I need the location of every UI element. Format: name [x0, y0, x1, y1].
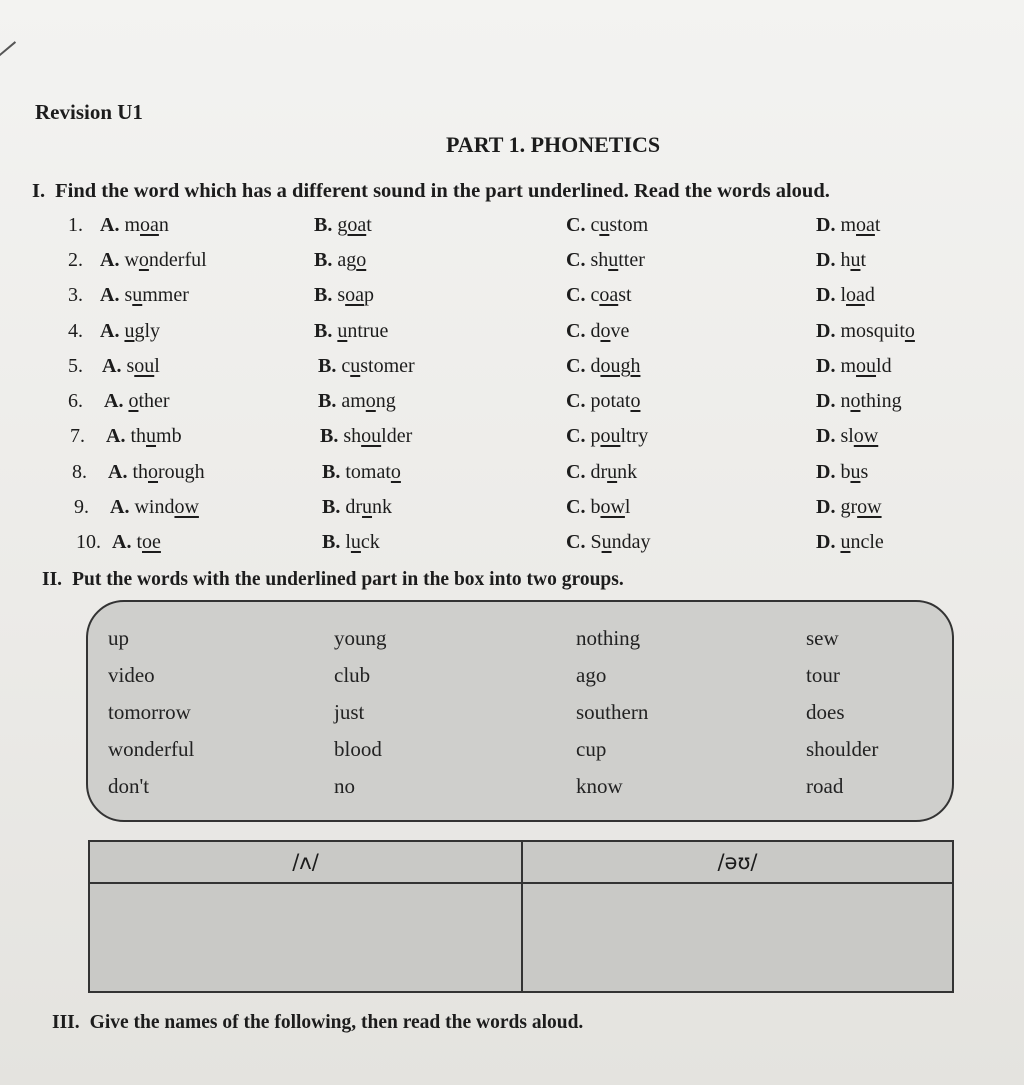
box-word: young [334, 626, 387, 650]
answer-option[interactable] [816, 214, 880, 237]
option-letter: C. [566, 390, 586, 412]
underlined-part: u [337, 320, 348, 342]
word-part: rough [158, 461, 205, 483]
answer-option[interactable] [102, 355, 160, 378]
answer-option[interactable] [566, 531, 650, 554]
word-part: gr [840, 496, 858, 518]
option-letter: C. [566, 425, 586, 447]
question-row [0, 355, 1000, 385]
section-2-instruction [42, 569, 624, 591]
word-part: t [860, 249, 867, 271]
option-letter: A. [102, 355, 122, 377]
underlined-part: u [850, 461, 861, 483]
question-number: 10. [76, 531, 101, 553]
box-word: video [108, 663, 155, 687]
answer-option[interactable] [322, 496, 392, 519]
underlined-part: u [850, 249, 861, 271]
answer-option[interactable] [322, 531, 380, 554]
answer-option[interactable] [318, 390, 396, 413]
section-1-instruction [32, 180, 830, 203]
instruction-text: Give the names of the following, then read the words aloud. [89, 1012, 584, 1033]
word-part: m [124, 214, 141, 236]
box-word: no [334, 774, 355, 798]
answer-option[interactable] [314, 249, 366, 272]
box-word: nothing [576, 626, 641, 650]
box-word: don't [108, 774, 150, 798]
word-part: ltry [620, 425, 649, 447]
underlined-part: u [599, 214, 610, 236]
option-letter: D. [816, 461, 836, 483]
question-number: 9. [74, 496, 89, 518]
box-word: wonderful [108, 737, 195, 761]
box-word: does [806, 700, 845, 724]
option-letter: C. [566, 531, 586, 553]
column-header-oh: /əʊ/ [523, 842, 952, 884]
word-part: ld [876, 355, 892, 377]
instruction-text: Find the word which has a different sound in the part underlined. Read the words aloud. [55, 180, 830, 202]
option-letter: C. [566, 461, 586, 483]
answer-option[interactable] [816, 531, 884, 554]
option-letter: B. [320, 425, 339, 447]
answer-option[interactable] [322, 461, 401, 484]
underlined-part: oa [140, 214, 159, 236]
underlined-part: goa [337, 214, 367, 236]
box-word: road [806, 774, 844, 798]
box-word: up [108, 626, 129, 650]
word-part: c [590, 214, 600, 236]
answer-option[interactable] [816, 461, 868, 484]
option-letter: A. [100, 284, 120, 306]
word-part: b [590, 496, 601, 518]
word-part: mmer [142, 284, 189, 306]
underlined-part: u [608, 249, 619, 271]
option-letter: B. [314, 284, 333, 306]
option-letter: B. [314, 249, 333, 271]
option-letter: D. [816, 496, 836, 518]
underlined-part: ow [174, 496, 199, 518]
option-letter: C. [566, 284, 586, 306]
underlined-part: oa [856, 214, 875, 236]
answer-option[interactable] [112, 531, 161, 554]
option-letter: C. [566, 355, 586, 377]
word-part: dr [345, 496, 363, 518]
option-letter: B. [322, 531, 341, 553]
answer-option[interactable] [816, 496, 882, 519]
box-word: shoulder [806, 737, 879, 761]
word-part: n [840, 390, 851, 412]
question-number: 6. [68, 390, 83, 412]
word-part: dr [590, 461, 608, 483]
answer-option[interactable] [816, 355, 892, 378]
question-row [0, 320, 1000, 350]
word-part: thing [860, 390, 902, 412]
box-word: southern [576, 700, 649, 724]
word-part: mb [156, 425, 182, 447]
word-part: m [840, 355, 857, 377]
underlined-part: u [146, 425, 157, 447]
option-letter: C. [566, 214, 586, 236]
word-part: wind [134, 496, 175, 518]
question-row [0, 214, 1000, 244]
word-part: p [364, 284, 375, 306]
underlined-part: o [138, 249, 149, 271]
option-letter: B. [314, 320, 333, 342]
underlined-part: o [600, 320, 611, 342]
option-letter: D. [816, 425, 836, 447]
question-number: 2. [68, 249, 83, 271]
option-letter: D. [816, 320, 836, 342]
option-letter: D. [816, 390, 836, 412]
word-part: ng [375, 390, 396, 412]
underlined-part: oa [345, 284, 365, 306]
underlined-part: o [356, 249, 367, 271]
answer-option[interactable] [100, 320, 160, 343]
section-number: II. [42, 569, 63, 590]
column-header-uh: /ʌ/ [90, 842, 521, 884]
box-word: sew [806, 626, 839, 650]
answer-option[interactable] [566, 249, 645, 272]
word-part: s [337, 284, 346, 306]
question-number: 5. [68, 355, 83, 377]
question-number: 7. [70, 425, 85, 447]
underlined-part: ow [857, 496, 882, 518]
answer-option[interactable] [108, 461, 205, 484]
box-word: just [334, 700, 365, 724]
box-word: know [576, 774, 623, 798]
underlined-part: o [365, 390, 376, 412]
answer-option[interactable] [816, 425, 878, 448]
word-part: stom [609, 214, 649, 236]
word-part: am [341, 390, 366, 412]
question-row [0, 531, 1000, 561]
underlined-part: ou [600, 425, 621, 447]
option-letter: A. [110, 496, 130, 518]
word-part: tomat [345, 461, 391, 483]
answer-cell-oh[interactable] [523, 884, 952, 991]
underlined-part: o [390, 461, 401, 483]
word-part: ag [337, 249, 357, 271]
box-word: ago [576, 663, 607, 687]
word-part: ve [610, 320, 630, 342]
question-number: 1. [68, 214, 83, 236]
option-letter: A. [108, 461, 128, 483]
underlined-part: ow [853, 425, 879, 447]
underlined-part: o [630, 390, 641, 412]
word-part: tter [618, 249, 645, 271]
question-row [0, 496, 1000, 526]
underlined-part: ou [361, 425, 382, 447]
word-part: w [124, 249, 139, 271]
word-part: ther [138, 390, 170, 412]
underlined-part: u [601, 531, 612, 553]
option-letter: A. [106, 425, 126, 447]
instruction-text: Put the words with the underlined part in the box into two groups. [72, 569, 624, 590]
question-row [0, 249, 1000, 279]
box-word: tour [806, 663, 840, 687]
question-number: 8. [72, 461, 87, 483]
word-part: p [590, 425, 601, 447]
answer-option[interactable] [566, 284, 632, 307]
section-3-instruction [52, 1012, 583, 1034]
answer-option[interactable] [566, 355, 640, 378]
pen-mark [0, 41, 16, 57]
answer-option[interactable] [110, 496, 199, 519]
underlined-part: o [904, 320, 915, 342]
option-letter: C. [566, 249, 586, 271]
option-letter: A. [100, 320, 120, 342]
word-part: sl [840, 425, 854, 447]
option-letter: D. [816, 284, 836, 306]
option-letter: C. [566, 496, 586, 518]
box-word: cup [576, 737, 607, 761]
word-part: c [341, 355, 351, 377]
word-part: m [840, 214, 857, 236]
word-part: sh [590, 249, 609, 271]
underlined-part: o [850, 390, 861, 412]
answer-option[interactable] [566, 214, 648, 237]
answer-option[interactable] [566, 390, 640, 413]
underlined-part: oa [599, 284, 619, 306]
answer-option[interactable] [100, 249, 207, 272]
word-part: lder [381, 425, 413, 447]
word-part: t [874, 214, 881, 236]
answer-option[interactable] [314, 214, 372, 237]
answer-option[interactable] [816, 284, 875, 307]
word-part: st [618, 284, 632, 306]
answer-option[interactable] [320, 425, 412, 448]
answer-option[interactable] [314, 320, 388, 343]
underlined-part: u [840, 531, 851, 553]
underlined-part: o [148, 461, 159, 483]
underlined-part: u [362, 496, 373, 518]
word-part: th [132, 461, 149, 483]
underlined-part: ough [600, 355, 641, 377]
question-number: 3. [68, 284, 83, 306]
word-part: t [366, 214, 372, 236]
option-letter: B. [318, 390, 337, 412]
answer-option[interactable] [318, 355, 415, 378]
word-part: l [345, 531, 351, 553]
part-title: PART 1. PHONETICS [446, 132, 661, 157]
option-letter: A. [112, 531, 132, 553]
word-part: potat [590, 390, 631, 412]
word-part: stomer [360, 355, 415, 377]
word-part: h [840, 249, 851, 271]
worksheet-title: Revision U1 [35, 100, 143, 124]
option-letter: B. [322, 461, 341, 483]
word-part: l [840, 284, 847, 306]
word-part: ck [360, 531, 380, 553]
answer-option[interactable] [566, 425, 648, 448]
section-number: I. [32, 180, 46, 202]
underlined-part: oa [846, 284, 865, 306]
word-part: nday [611, 531, 651, 553]
word-part: nk [617, 461, 638, 483]
word-part: nderful [148, 249, 207, 271]
box-word: blood [334, 737, 382, 761]
word-part: gly [134, 320, 161, 342]
answer-option[interactable] [816, 249, 866, 272]
answer-cell-uh[interactable] [90, 884, 521, 991]
word-part: s [124, 284, 133, 306]
answer-option[interactable] [816, 390, 902, 413]
underlined-part: u [607, 461, 618, 483]
option-letter: B. [318, 355, 337, 377]
underlined-part: o [128, 390, 139, 412]
answer-option[interactable] [566, 320, 629, 343]
word-part: d [590, 320, 601, 342]
word-part: ncle [850, 531, 884, 553]
option-letter: B. [322, 496, 341, 518]
underlined-part: u [124, 320, 135, 342]
option-letter: A. [100, 214, 120, 236]
underlined-part: oe [142, 531, 161, 553]
answer-option[interactable] [566, 496, 630, 519]
underlined-part: u [350, 355, 361, 377]
option-letter: B. [314, 214, 333, 236]
question-row [0, 425, 1000, 455]
box-word: tomorrow [108, 700, 191, 724]
question-row [0, 390, 1000, 420]
question-number: 4. [68, 320, 83, 342]
word-part: t [136, 531, 143, 553]
word-part: S [590, 531, 602, 553]
option-letter: C. [566, 320, 586, 342]
section-number: III. [52, 1012, 80, 1033]
answer-option[interactable] [566, 461, 637, 484]
option-letter: D. [816, 355, 836, 377]
word-box [86, 600, 954, 822]
word-part: mosquit [840, 320, 905, 342]
option-letter: D. [816, 214, 836, 236]
underlined-part: u [350, 531, 361, 553]
box-word: club [334, 663, 371, 687]
word-part: s [126, 355, 135, 377]
question-row [0, 284, 1000, 314]
sound-sort-table [88, 840, 954, 993]
option-letter: A. [100, 249, 120, 271]
word-part: d [590, 355, 601, 377]
answer-option[interactable] [314, 284, 374, 307]
word-part: l [154, 355, 160, 377]
word-part: b [840, 461, 851, 483]
word-part: th [130, 425, 147, 447]
option-letter: D. [816, 531, 836, 553]
option-letter: D. [816, 249, 836, 271]
word-part: sh [343, 425, 362, 447]
answer-option[interactable] [100, 284, 189, 307]
word-part: c [590, 284, 600, 306]
underlined-part: u [132, 284, 143, 306]
underlined-part: ou [856, 355, 877, 377]
word-part: nk [372, 496, 393, 518]
word-part: s [860, 461, 869, 483]
answer-option[interactable] [106, 425, 182, 448]
word-part: l [624, 496, 631, 518]
underlined-part: ou [134, 355, 155, 377]
word-part: n [158, 214, 169, 236]
answer-option[interactable] [100, 214, 169, 237]
option-letter: A. [104, 390, 124, 412]
question-row [0, 461, 1000, 491]
word-part: ntrue [347, 320, 389, 342]
answer-option[interactable] [816, 320, 915, 343]
answer-option[interactable] [104, 390, 170, 413]
word-part: d [864, 284, 875, 306]
underlined-part: ow [600, 496, 625, 518]
